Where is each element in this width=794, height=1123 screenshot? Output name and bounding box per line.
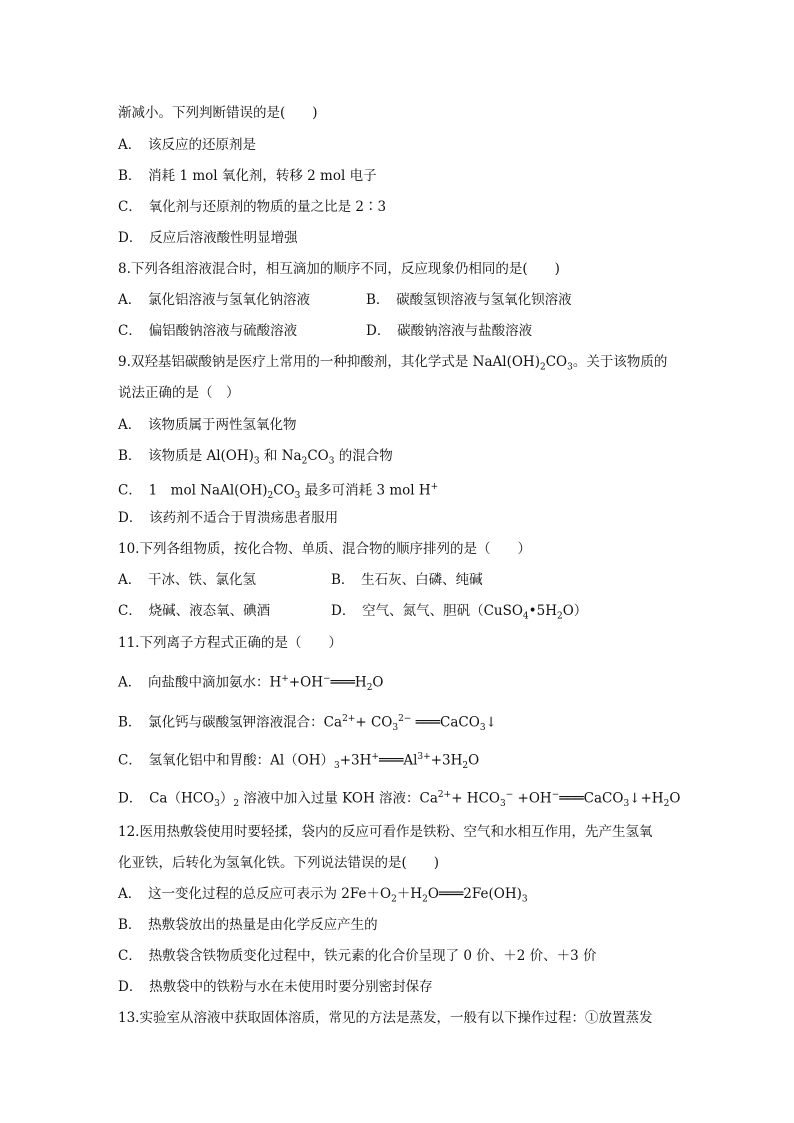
q9-option-d: D． 该药剂不适合于胃溃疡患者服用 [118, 510, 339, 526]
text-line: 渐减小。下列判断错误的是( ) [118, 105, 318, 121]
q8-option-b: B． 碳酸氢钡溶液与氢氧化钡溶液 [366, 292, 572, 308]
option-d: D． 反应后溶液酸性明显增强 [118, 230, 298, 246]
q9-option-a: A． 该物质属于两性氢氧化物 [118, 417, 297, 433]
q8-option-d: D． 碳酸钠溶液与盐酸溶液 [366, 323, 533, 339]
q11-option-d: D． $Ca(HCO_3)_2$ 溶液中加入过量 KOH 溶液：$Ca^{2+}+ HCO_3^-$ $+OH^-═══CaCO_3↓+H_2O$ [118, 790, 681, 810]
q10-option-c: C． 烧碱、液态氧、碘酒 [118, 603, 271, 619]
q12-option-d: D． 热敷袋中的铁粉与水在未使用时要分别密封保存 [118, 979, 433, 995]
question-11: 11.下列离子方程式正确的是（ ） [118, 635, 342, 651]
q12-option-b: B． 热敷袋放出的热量是由化学反应产生的 [118, 917, 378, 933]
question-12: 12.医用热敷袋使用时要轻揉，袋内的反应可看作是铁粉、空气和水相互作用，先产生氢氧 [118, 824, 653, 840]
q9-option-c: C． 1 mol $NaAl(OH)_2CO_3$ 最多可消耗 3 mol H+ [118, 482, 439, 502]
question-8: 8.下列各组溶液混合时，相互滴加的顺序不同，反应现象仍相同的是( ) [118, 261, 560, 277]
question-13: 13.实验室从溶液中获取固体溶质，常见的方法是蒸发，一般有以下操作过程：①放置蒸发 [118, 1010, 653, 1026]
option-a: A． 该反应的还原剂是 [118, 137, 256, 153]
q9-option-b: B． 该物质是 $Al(OH)_3$ 和 $Na_2CO_3$ 的混合物 [118, 448, 393, 467]
q10-option-b: B． 生石灰、白磷、纯碱 [331, 572, 483, 588]
q12-option-a: A． 这一变化过程的总反应可表示为 $2Fe+O_2+H_2O═══2Fe(OH)_3$ [118, 886, 528, 905]
q8-option-c: C． 偏铝酸钠溶液与硫酸溶液 [118, 323, 298, 339]
question-10: 10.下列各组物质，按化合物、单质、混合物的顺序排列的是（ ） [118, 541, 531, 557]
q10-option-a: A． 干冰、铁、氯化氢 [118, 572, 256, 588]
question-12-cont: 化亚铁，后转化为氢氧化铁。下列说法错误的是( ) [118, 855, 440, 871]
q11-option-b: B． 氯化钙与碳酸氢钾溶液混合：$Ca^{2+}+ CO_3^{2-}$ ═══CaCO$_3$↓ [118, 714, 497, 734]
q11-option-c: C． 氢氧化铝中和胃酸：$Al(OH)_3+3H^+═══Al^{3+}+3H_2O$ [118, 752, 480, 772]
q8-option-a: A． 氯化铝溶液与氢氧化钠溶液 [118, 292, 310, 308]
q10-option-d: D． 空气、氮气、胆矾$(CuSO_4•5H_2O)$ [331, 603, 588, 622]
q12-option-c: C． 热敷袋含铁物质变化过程中，铁元素的化合价呈现了 0 价、＋2 价、＋3 价 [118, 948, 597, 964]
question-9: 9.双羟基铝碳酸钠是医疗上常用的一种抑酸剂，其化学式是 $NaAl(OH)_2CO_3$。关于该物质的 [118, 354, 668, 373]
question-9-cont: 说法正确的是（ ） [118, 385, 240, 401]
option-b: B． 消耗 1 mol 氧化剂，转移 2 mol 电子 [118, 168, 377, 184]
option-c: C． 氧化剂与还原剂的物质的量之比是 2∶3 [118, 199, 387, 215]
q11-option-a: A． 向盐酸中滴加氨水：$H^++OH^-═══H_2O$ [118, 674, 384, 694]
